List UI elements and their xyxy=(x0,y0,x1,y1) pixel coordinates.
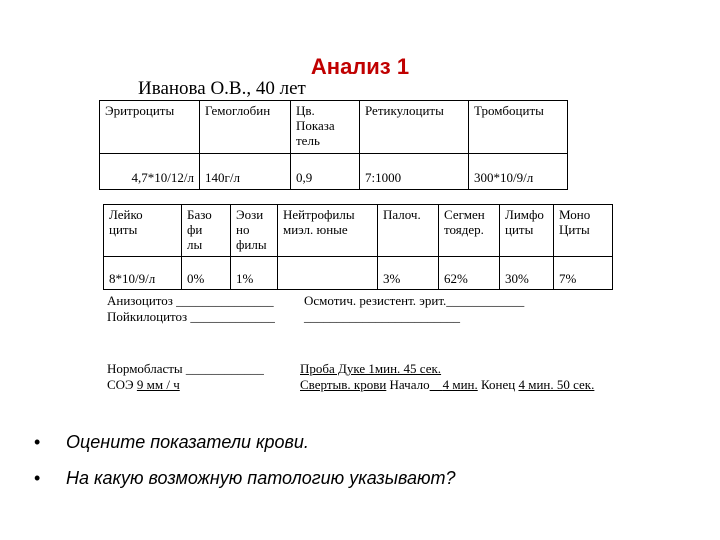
value-band: 3% xyxy=(378,257,439,290)
patient-name: Иванова О.В., 40 лет xyxy=(138,78,306,99)
header-leukocytes: Лейко циты xyxy=(104,205,182,257)
value-eosinophils: 1% xyxy=(231,257,278,290)
header-monocytes: Моно Циты xyxy=(554,205,613,257)
value-leukocytes: 8*10/9/л xyxy=(104,257,182,290)
clotting-end-value: 4 мин. 50 сек. xyxy=(518,377,595,392)
value-monocytes: 7% xyxy=(554,257,613,290)
clotting-start-label: Начало xyxy=(389,377,430,392)
header-lymphocytes: Лимфо циты xyxy=(500,205,554,257)
header-neutrophils: Нейтрофилы миэл. юные xyxy=(278,205,378,257)
header-platelets: Тромбоциты xyxy=(469,101,568,154)
clotting-start-value: 4 мин. xyxy=(442,377,478,392)
value-color-index: 0,9 xyxy=(291,154,360,190)
table-value-row xyxy=(100,154,568,190)
header-segmented: Сегмен тоядер. xyxy=(439,205,500,257)
header-hemoglobin: Гемоглобин xyxy=(200,101,291,154)
leukocyte-formula-table xyxy=(103,204,613,290)
header-color-index: Цв. Показа тель xyxy=(291,101,360,154)
esr-value: 9 мм / ч xyxy=(136,377,180,392)
value-reticulocytes: 7:1000 xyxy=(360,154,469,190)
clotting-label: Свертыв. крови xyxy=(300,377,387,392)
list-item: • Оцените показатели крови. xyxy=(34,432,309,452)
list-item: • На какую возможную патологию указывают? xyxy=(34,468,456,488)
header-erythrocytes: Эритроциты xyxy=(100,101,200,154)
header-basophils: Базо фи лы xyxy=(182,205,231,257)
table-header-row xyxy=(100,101,568,154)
clotting-line xyxy=(300,377,594,393)
value-basophils: 0% xyxy=(182,257,231,290)
value-hemoglobin: 140г/л xyxy=(200,154,291,190)
blank-line: ________________________ xyxy=(304,309,460,324)
value-platelets: 300*10/9/л xyxy=(469,154,568,190)
value-segmented: 62% xyxy=(439,257,500,290)
bullet-icon: • xyxy=(34,468,41,488)
table-value-row xyxy=(104,257,613,290)
value-lymphocytes: 30% xyxy=(500,257,554,290)
esr-line xyxy=(107,377,180,393)
anisocytosis-line: Анизоцитоз _______________ xyxy=(107,293,274,308)
header-band: Палоч. xyxy=(378,205,439,257)
header-eosinophils: Эози но филы xyxy=(231,205,278,257)
osmotic-resistance-line: Осмотич. резистент. эрит.____________ xyxy=(304,293,525,308)
slide-title: Анализ 1 xyxy=(310,54,410,79)
blood-counts-table xyxy=(99,100,568,190)
duke-test-line: Проба Дуке 1мин. 45 сек. xyxy=(300,361,442,376)
value-erythrocytes: 4,7*10/12/л xyxy=(100,154,200,190)
table-header-row xyxy=(104,205,613,257)
esr-label: СОЭ xyxy=(107,377,134,392)
bullet-icon: • xyxy=(34,432,41,452)
normoblasts-line: Нормобласты ____________ xyxy=(107,361,264,376)
header-reticulocytes: Ретикулоциты xyxy=(360,101,469,154)
clotting-end-label: Конец xyxy=(481,377,516,392)
question-list xyxy=(34,432,456,504)
poikilocytosis-line: Пойкилоцитоз _____________ xyxy=(107,309,275,324)
value-neutrophils xyxy=(278,257,378,290)
